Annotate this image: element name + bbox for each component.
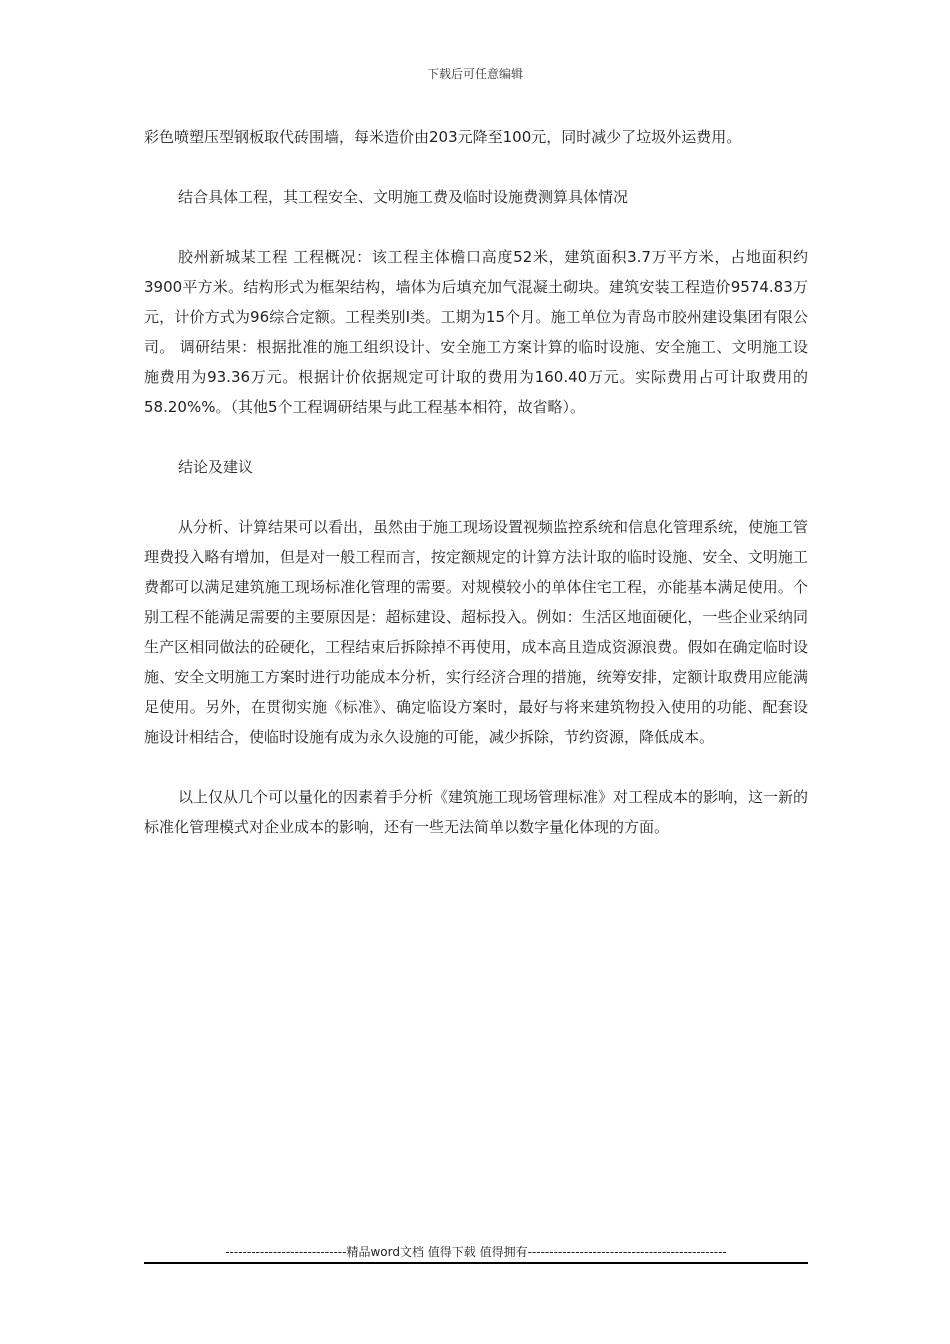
page-header: 下载后可任意编辑 xyxy=(426,67,523,81)
document-body xyxy=(144,122,808,872)
section-heading-conclusion: 结论及建议 xyxy=(178,458,254,476)
paragraph-summary: 以上仅从几个可以量化的因素着手分析《建筑施工现场管理标准》对工程成本的影响，这一新的标准化管理模式对企业成本的影响，还有一些无法简单以数字量化体现的方面。 xyxy=(144,788,809,836)
paragraph-analysis: 从分析、计算结果可以看出，虽然由于施工现场设置视频监控系统和信息化管理系统，使施工管理费投入略有增加，但是对一般工程而言，按定额规定的计算方法计取的临时设施、安全、文明施工费都可以满足建筑施工现场标准化管理的需要。对规模较小的单体住宅工程，亦能基本满足使用。个别工程不能满足需要的主要原因是：超标建设、超标投入。例如：生活区地面硬化，一些企业采纳同生产区相同做法的砼硬化，工程结束后拆除掉不再使用，成本高且造成资源浪费。假如在确定临时设施、安全文明施工方案时进行功能成本分析，实行经济合理的措施，统筹安排，定额计取费用应能满足使用。另外，在贯彻实施《标准》、确定临设方案时，最好与将来建筑物投入使用的功能、配套设施设计相结合，使临时设施有成为永久设施的可能，减少拆除，节约资源，降低成本。 xyxy=(144,518,809,746)
page-footer: ----------------------------精品word文档 值得下载 值得拥有---------------------------------------------- xyxy=(225,1245,727,1259)
footer-divider xyxy=(144,1262,808,1264)
section-heading-case-study: 结合具体工程，其工程安全、文明施工费及临时设施费测算具体情况 xyxy=(178,188,629,206)
paragraph-continuation: 彩色喷塑压型钢板取代砖围墙，每米造价由203元降至100元，同时减少了垃圾外运费用。 xyxy=(144,128,742,146)
paragraph-project-overview: 胶州新城某工程 工程概况：该工程主体檐口高度52米，建筑面积3.7万平方米，占地面积约3900平方米。结构形式为框架结构，墙体为后填充加气混凝土砌块。建筑安装工程造价9574.83万元，计价方式为96综合定额。工程类别Ⅰ类。工期为15个月。施工单位为青岛市胶州建设集团有限公司。 调研结果：根据批准的施工组织设计、安全施工方案计算的临时设施、安全施工、文明施工设施费用为93.36万元。根据计价依据规定可计取的费用为160.40万元。实际费用占可计取费用的58.20%%。（其他5个工程调研结果与此工程基本相符，故省略）。 xyxy=(144,248,808,416)
